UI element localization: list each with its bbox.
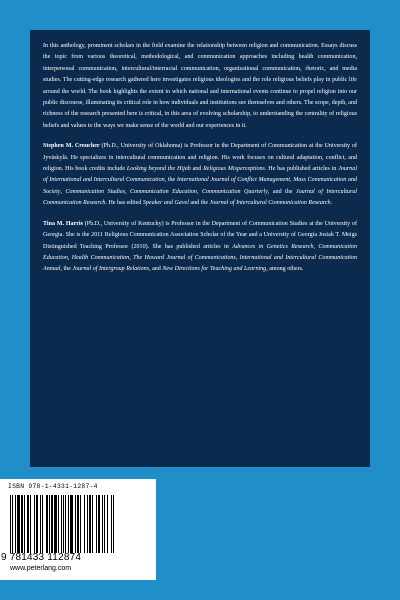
barcode-icon [10,495,146,553]
barcode-area [0,479,156,580]
book-description: In this anthology, prominent scholars in the field examine the relationship between religion and communication. Essays discuss the topic from various theoretical, methodological, and communication approaches including health communication, interpersonal communication, intercultural/interracial communication, organizational communication, rhetoric, and media studies. The cutting-edge research gathered here investigates religious ideologies and the role religious beliefs play in public life around the world. The book highlights the extent to which national and international events continue to propel religion into our public discourse, illuminating its critical role in how individuals and institutions see themselves and others. The scope, depth, and richness of the research presented here is critical, in this area of evolving scholarship, to understanding the centrality of religious beliefs and values to the ways we make sense of the world and our experiences in it. [43,43,357,129]
back-cover-text-panel [30,30,370,467]
author-name: Stephen M. Croucher [43,143,100,150]
author-bio-text: (Ph.D., University of Oklahoma) is Professor in the Department of Communication at the University of Jyväskylä. He specializes in intercultural communication and religion. His work focuses on cultural adaptation, conflict, and religion. His book credits include Looking beyond the Hijab and Religious Misperceptions. He has published articles in Journal of International and Intercultural Communication, the International Journal of Conflict Management, Mass Communication and Society, Communication Studies, Communication Education, Communication Quarterly, and the Journal of Intercultural Communication Research. He has edited Speaker and Gavel and the Journal of Intercultural Communication Research. [43,143,358,207]
author-bio-croucher [43,141,357,209]
barcode-digits: 9 781433 112874 [1,552,82,563]
isbn-label: ISBN 978-1-4331-1287-4 [8,483,98,490]
publisher-url: www.peterlang.com [10,565,72,572]
author-name: Tina M. Harris [43,220,83,227]
author-bio-text: (Ph.D., University of Kentucky) is Professor in the Department of Communication Studies at the University of Georgia. She is the 2011 Religious Communication Association Scholar of the Year and a University of Georgia Josiah T. Meigs Distinguished Teaching Professor (2010). She has published articles in Advances in Genetics Research, Communication Education, Health Communication, The Howard Journal of Communications, International and Intercultural Communication Annual, the Journal of Intergroup Relations, and New Directions for Teaching and Learning, among others. [43,220,358,273]
author-bio-harris [43,219,357,276]
